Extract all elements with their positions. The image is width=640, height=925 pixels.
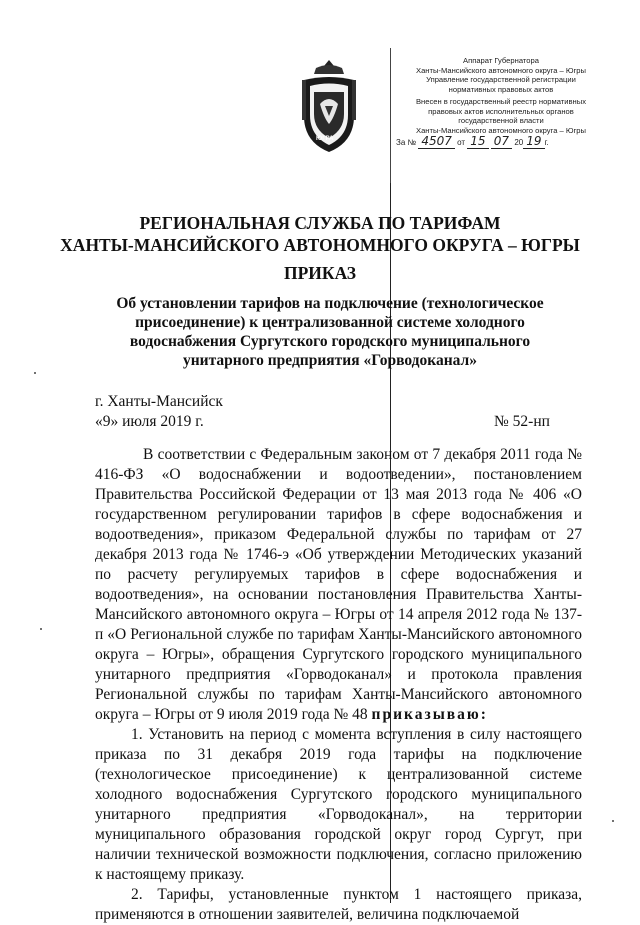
order-title: Об установлении тарифов на подключение (технологическое присоединение) к централизованной системе холодного водоснабжения Сургутского городского муниципального унитарного предприятия «Горводоканал»	[116, 295, 544, 369]
emblem-label: ЮГРА	[316, 136, 334, 142]
registration-stamp	[396, 56, 606, 166]
document-type: ПРИКАЗ	[283, 263, 357, 283]
scan-speck	[40, 628, 42, 630]
reg-from: от	[457, 138, 466, 147]
agency-name-line1: РЕГИОНАЛЬНАЯ СЛУЖБА ПО ТАРИФАМ	[139, 213, 501, 233]
stamp-border	[390, 48, 391, 183]
stamp-line: нормативных правовых актов	[448, 84, 554, 94]
stamp-line: Ханты-Мансийского автономного округа – Югры	[416, 125, 586, 135]
document-date: «9» июля 2019 г.	[95, 413, 204, 430]
reg-prefix: За №	[396, 138, 417, 147]
document-place: г. Ханты-Мансийск	[95, 393, 223, 410]
preamble-paragraph	[95, 445, 582, 725]
stamp-line: Управление государственной регистрации	[426, 75, 576, 84]
reg-year: 19	[523, 134, 544, 149]
item-2-paragraph: 2. Тарифы, установленные пунктом 1 настоящего приказа, применяются в отношении заявителей, величина подключаемой	[95, 886, 582, 923]
item-1-paragraph: 1. Установить на период с момента вступления в силу настоящего приказа по 31 декабря 2019 года тарифы на подключение (технологическое присоединение) к централизованной системе холодного водоснабжения Сургутского городского муниципального унитарного предприятия «Горводоканал», на территории муниципального образования городской округ город Сургут, при наличии технической возможности подключения, согласно приложению к настоящему приказу.	[95, 726, 582, 883]
scan-speck	[612, 820, 614, 822]
stamp-line: правовых актов исполнительных органов	[428, 106, 574, 116]
reg-month: 07	[491, 134, 512, 149]
stamp-registration-line	[396, 134, 606, 148]
document-number: № 52-нп	[494, 413, 550, 430]
stamp-line: Аппарат Губернатора	[463, 56, 539, 65]
stamp-line: Внесен в государственный реестр нормативных	[415, 97, 587, 106]
preamble-text: В соответствии с Федеральным законом от 7 декабря 2011 года № 416-ФЗ «О водоснабжении и водоотведении», постановлением Правительства Российской Федерации от 13 мая 2013 года № 406 «О государственном регулировании тарифов в сфере водоснабжения и водоотведения», приказом Федеральной службы по тарифам от 27 декабря 2013 года № 1746-э «Об утверждении Методических указаний по расчету регулируемых тарифов в сфере водоснабжения и водоотведения», на основании постановления Правительства Ханты-Мансийского автономного округа – Югры от 14 апреля 2012 года № 137-п «О Региональной службе по тарифам Ханты-Мансийского автономного округа – Югры», обращения Сургутского городского муниципального унитарного предприятия «Горводоканал» и протокола правления Региональной службы по тарифам Ханты-Мансийского автономного округа – Югры от 9 июля 2019 года № 48	[95, 446, 582, 723]
document-body	[95, 445, 582, 925]
stamp-line: государственной власти	[458, 116, 544, 125]
reg-year-prefix: 20	[514, 138, 524, 147]
reg-day: 15	[467, 134, 488, 149]
stamp-line: Ханты-Мансийского автономного округа – Югры	[416, 65, 586, 75]
reg-number: 4507	[418, 134, 455, 149]
order-word: приказываю:	[371, 706, 488, 723]
agency-name-line2: ХАНТЫ-МАНСИЙСКОГО АВТОНОМНОГО ОКРУГА – ЮГРЫ	[60, 235, 580, 255]
reg-suffix: г.	[544, 138, 549, 147]
scan-speck	[34, 372, 36, 374]
